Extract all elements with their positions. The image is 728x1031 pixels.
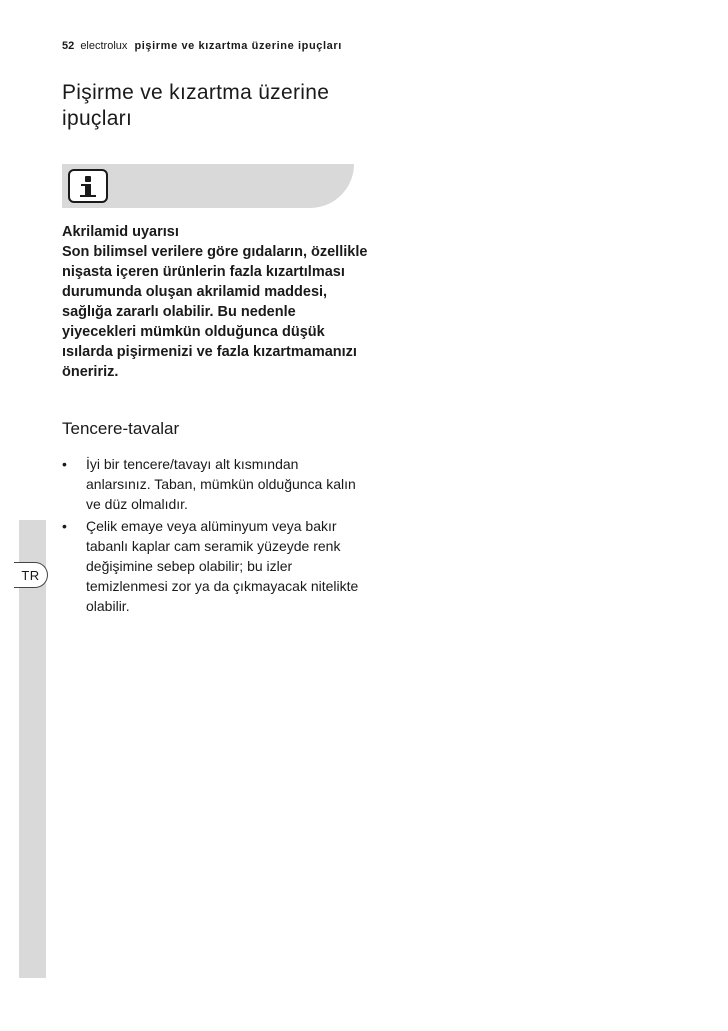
- page-header: [62, 40, 342, 52]
- warning-body: Son bilimsel verilere göre gıdaların, özellikle nişasta içeren ürünlerin fazla kızartılması durumunda oluşan akrilamid maddesi, sağlığa zararlı olabilir. Bu nedenle yiyecekleri mümkün olduğunca düşük ısılarda pişirmenizi ve fazla kızartmamanızı öneririz.: [62, 244, 368, 380]
- list-item: [62, 516, 362, 616]
- brand-name: electrolux: [80, 40, 128, 52]
- side-strip: [19, 520, 46, 978]
- header-section-title: pişirme ve kızartma üzerine ipuçları: [134, 40, 342, 52]
- acrylamide-warning: [62, 222, 372, 382]
- bullet-icon: •: [62, 456, 67, 472]
- bullet-icon: •: [62, 518, 67, 534]
- info-icon: [68, 169, 108, 203]
- list-item-text: İyi bir tencere/tavayı alt kısmından anlarsınız. Taban, mümkün olduğunca kalın ve düz olmalıdır.: [86, 456, 356, 512]
- list-item: [62, 454, 362, 514]
- page-number: 52: [62, 40, 75, 52]
- warning-heading: Akrilamid uyarısı: [62, 224, 179, 240]
- section-heading: Tencere-tavalar: [62, 419, 180, 438]
- bullet-list: [62, 454, 362, 618]
- page-title: Pişirme ve kızartma üzerine ipuçları: [62, 81, 330, 130]
- language-tab: TR: [14, 562, 48, 588]
- list-item-text: Çelik emaye veya alüminyum veya bakır tabanlı kaplar cam seramik yüzeyde renk değişimine sebep olabilir; bu izler temizlenmesi zor ya da çıkmayacak nitelikte olabilir.: [86, 518, 359, 614]
